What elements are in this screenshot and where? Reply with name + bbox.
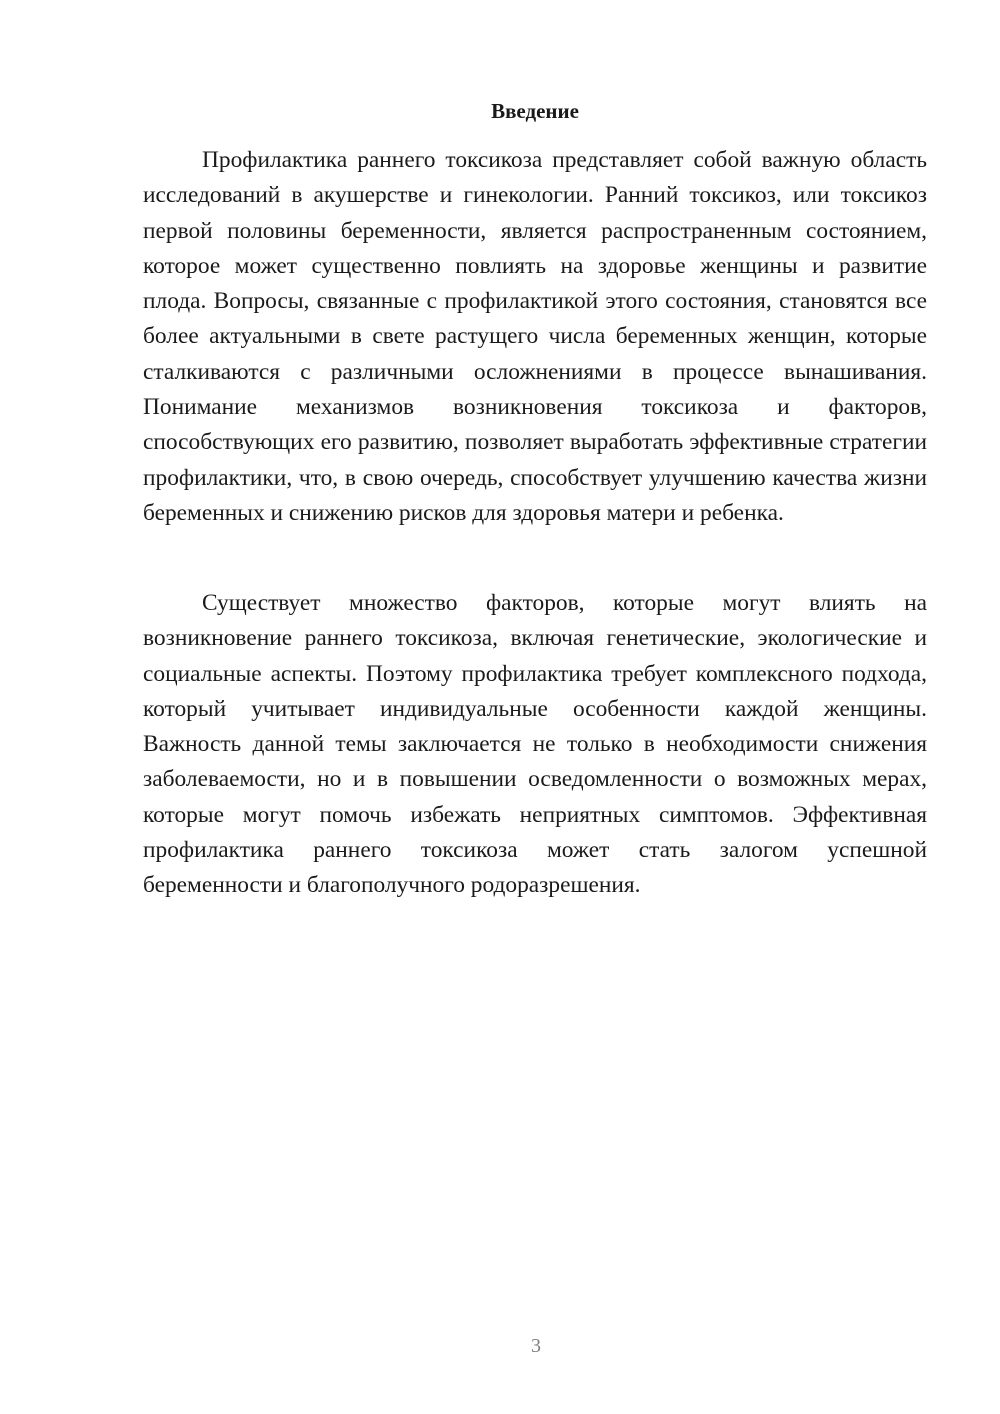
section-title: Введение	[491, 99, 579, 123]
paragraph-2: Существует множество факторов, которые могут влиять на возникновение раннего токсикоза, включая генетические, экологические и социальные аспекты. Поэтому профилактика требует комплексного подхода, который учитывает индивидуальные особенности каждой женщины. Важность данной темы заключается не только в необходимости снижения заболеваемости, но и в повышении осведомленности о возможных мерах, которые могут помочь избежать неприятных симптомов. Эффективная профилактика раннего токсикоза может стать залогом успешной беременности и благополучного родоразрешения.	[143, 590, 927, 899]
page-number: 3	[531, 1335, 541, 1357]
paragraph-1: Профилактика раннего токсикоза представляет собой важную область исследований в акушерстве и гинекологии. Ранний токсикоз, или токсикоз первой половины беременности, является распространенным состоянием, которое может существенно повлиять на здоровье женщины и развитие плода. Вопросы, связанные с профилактикой этого состояния, становятся все более актуальными в свете растущего числа беременных женщин, которые сталкиваются с различными осложнениями в процессе вынашивания. Понимание механизмов возникновения токсикоза и факторов, способствующих его развитию, позволяет выработать эффективные стратегии профилактики, что, в свою очередь, способствует улучшению качества жизни беременных и снижению рисков для здоровья матери и ребенка.	[143, 147, 927, 526]
